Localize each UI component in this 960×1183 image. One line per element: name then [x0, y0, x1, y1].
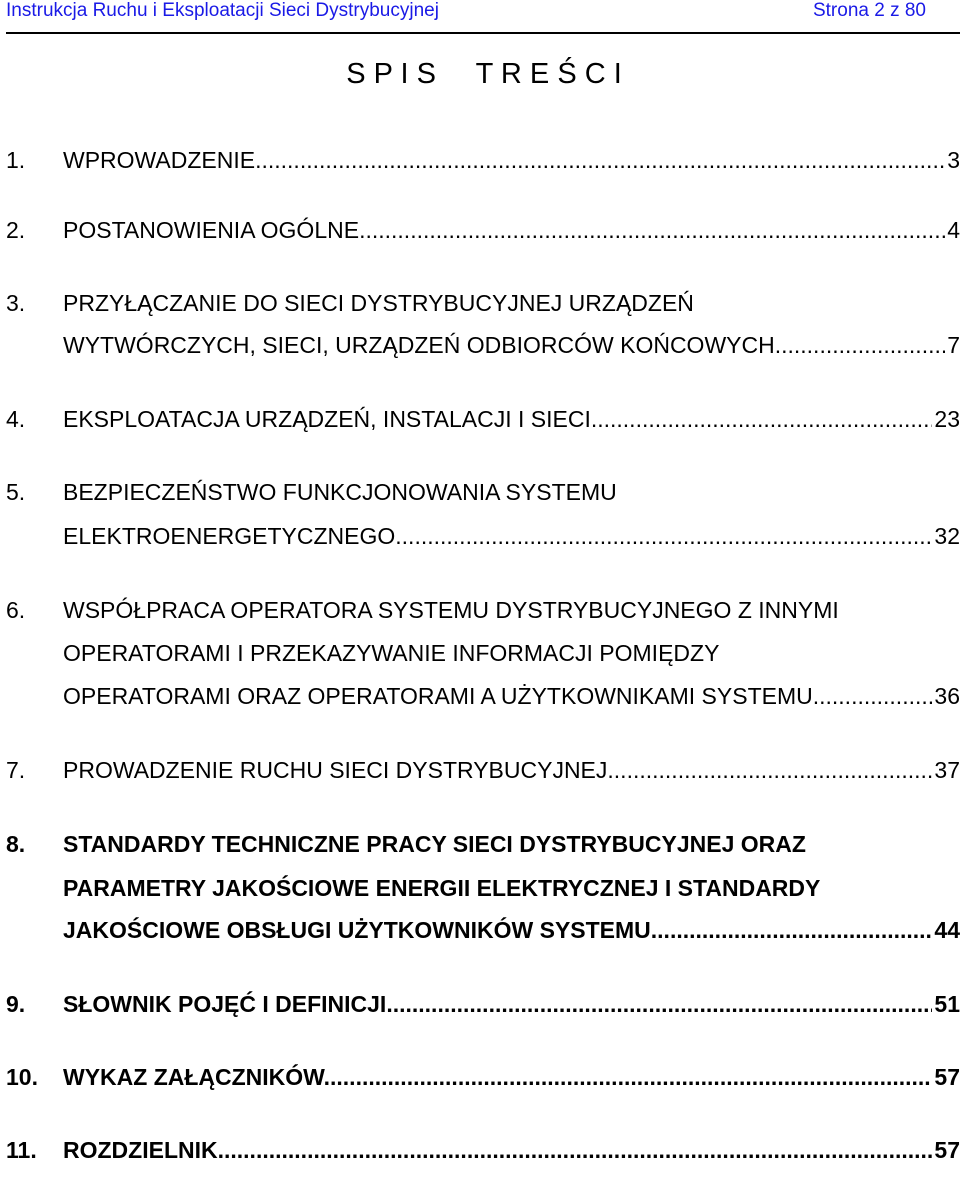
- toc-entry-link[interactable]: [63, 1057, 960, 1097]
- toc-page-number: 7: [947, 332, 960, 358]
- toc-entry-title: WYTWÓRCZYCH, SIECI, URZĄDZEŃ ODBIORCÓW KOŃCOWYCH.: [63, 332, 782, 358]
- toc-page-number: 4: [947, 217, 960, 243]
- toc-entry-number: 3.: [6, 290, 26, 316]
- toc-page-number: 57: [934, 1064, 960, 1090]
- toc-entry-link[interactable]: [63, 210, 960, 250]
- toc-page-number: 51: [934, 991, 960, 1017]
- toc-entry-title: POSTANOWIENIA OGÓLNE.: [63, 217, 366, 243]
- toc-entry-title: WSPÓŁPRACA OPERATORA SYSTEMU DYSTRYBUCYJNEGO Z INNYMI: [63, 597, 839, 623]
- header-document-title: Instrukcja Ruchu i Eksploatacji Sieci Dystrybucyjnej: [6, 0, 439, 21]
- toc-entry-line: [0, 910, 960, 950]
- toc-page-number: 3: [947, 147, 960, 173]
- toc-dot-leader: [402, 516, 933, 556]
- toc-page-number: 44: [934, 917, 960, 943]
- toc-entry-title: ROZDZIELNIK: [63, 1137, 218, 1163]
- toc-dot-leader: [819, 676, 932, 716]
- toc-page-number: 23: [934, 406, 960, 432]
- toc-dot-leader: [365, 210, 945, 250]
- toc-dot-leader: [218, 1130, 933, 1170]
- toc-entry-link[interactable]: [63, 910, 960, 950]
- toc-entry-title: JAKOŚCIOWE OBSŁUGI UŻYTKOWNIKÓW SYSTEMU.: [63, 917, 658, 943]
- toc-entry-number: 2.: [6, 217, 26, 243]
- toc-entry-line: [0, 984, 960, 1024]
- toc-entry-link[interactable]: [63, 1130, 960, 1170]
- toc-entry-title: STANDARDY TECHNICZNE PRACY SIECI DYSTRYBUCYJNEJ ORAZ: [63, 831, 806, 857]
- toc-dot-leader: [261, 140, 945, 180]
- toc-page-number: 57: [934, 1137, 960, 1163]
- toc-page-number: 32: [934, 523, 960, 549]
- toc-entry-link[interactable]: [63, 140, 960, 180]
- toc-entry-line: [0, 824, 960, 864]
- toc-entry-title: PARAMETRY JAKOŚCIOWE ENERGII ELEKTRYCZNEJ I STANDARDY: [63, 875, 821, 901]
- toc-entry-title: BEZPIECZEŃSTWO FUNKCJONOWANIA SYSTEMU: [63, 479, 617, 505]
- toc-entry-link[interactable]: [63, 399, 960, 439]
- toc-entry-line: [0, 633, 960, 673]
- header-page-number: Strona 2 z 80: [812, 0, 926, 21]
- toc-entry-line: [0, 399, 960, 439]
- toc-entry-link[interactable]: [63, 325, 960, 365]
- toc-entry-number: 9.: [6, 991, 26, 1017]
- toc-entry-title: WYKAZ ZAŁĄCZNIKÓW.: [63, 1064, 331, 1090]
- toc-entry-line: [0, 140, 960, 180]
- toc-dot-leader: [781, 325, 945, 365]
- toc-entry-title: SŁOWNIK POJĘĆ I DEFINICJI.: [63, 991, 393, 1017]
- page-title: S P I S T R E Ś C I: [346, 58, 622, 90]
- toc-entry-line: [0, 868, 960, 908]
- toc-dot-leader: [330, 1057, 932, 1097]
- toc-entry-title: OPERATORAMI I PRZEKAZYWANIE INFORMACJI POMIĘDZY: [63, 640, 720, 666]
- toc-entry-line: [0, 676, 960, 716]
- toc-entry-number: 5.: [6, 479, 26, 505]
- toc-entry-line: [0, 750, 960, 790]
- toc-entry-title: WPROWADZENIE.: [63, 147, 262, 173]
- toc-entry-line: [0, 210, 960, 250]
- toc-entry-link[interactable]: [63, 676, 960, 716]
- toc-entry-number: 11.: [6, 1137, 37, 1163]
- toc-dot-leader: [657, 910, 932, 950]
- page-header: [6, 0, 960, 34]
- toc-page-number: 36: [934, 683, 960, 709]
- toc-entry-line: [0, 590, 960, 630]
- toc-dot-leader: [614, 750, 933, 790]
- toc-entry-title: ELEKTROENERGETYCZNEGO.: [63, 523, 402, 549]
- toc-entry-link[interactable]: [63, 984, 960, 1024]
- toc-entry-number: 7.: [6, 757, 26, 783]
- toc-dot-leader: [597, 399, 932, 439]
- toc-entry-number: 6.: [6, 597, 26, 623]
- toc-entry-line: [0, 283, 960, 323]
- toc-entry-line: [0, 472, 960, 512]
- toc-entry-number: 10.: [6, 1064, 38, 1090]
- toc-entry-title: EKSPLOATACJA URZĄDZEŃ, INSTALACJI I SIECI.: [63, 406, 598, 432]
- toc-entry-link[interactable]: [63, 750, 960, 790]
- toc-entry-number: 1.: [6, 147, 26, 173]
- toc-entry-line: [0, 1130, 960, 1170]
- toc-entry-link[interactable]: [63, 516, 960, 556]
- toc-entry-line: [0, 325, 960, 365]
- toc-entry-line: [0, 516, 960, 556]
- toc-entry-number: 8.: [6, 831, 26, 857]
- toc-dot-leader: [393, 984, 933, 1024]
- toc-entry-title: PRZYŁĄCZANIE DO SIECI DYSTRYBUCYJNEJ URZĄDZEŃ: [63, 290, 694, 316]
- toc-entry-line: [0, 1057, 960, 1097]
- toc-page-number: 37: [934, 757, 960, 783]
- toc-entry-title: OPERATORAMI ORAZ OPERATORAMI A UŻYTKOWNIKAMI SYSTEMU.: [63, 683, 820, 709]
- toc-entry-number: 4.: [6, 406, 26, 432]
- toc-entry-title: PROWADZENIE RUCHU SIECI DYSTRYBUCYJNEJ.: [63, 757, 614, 783]
